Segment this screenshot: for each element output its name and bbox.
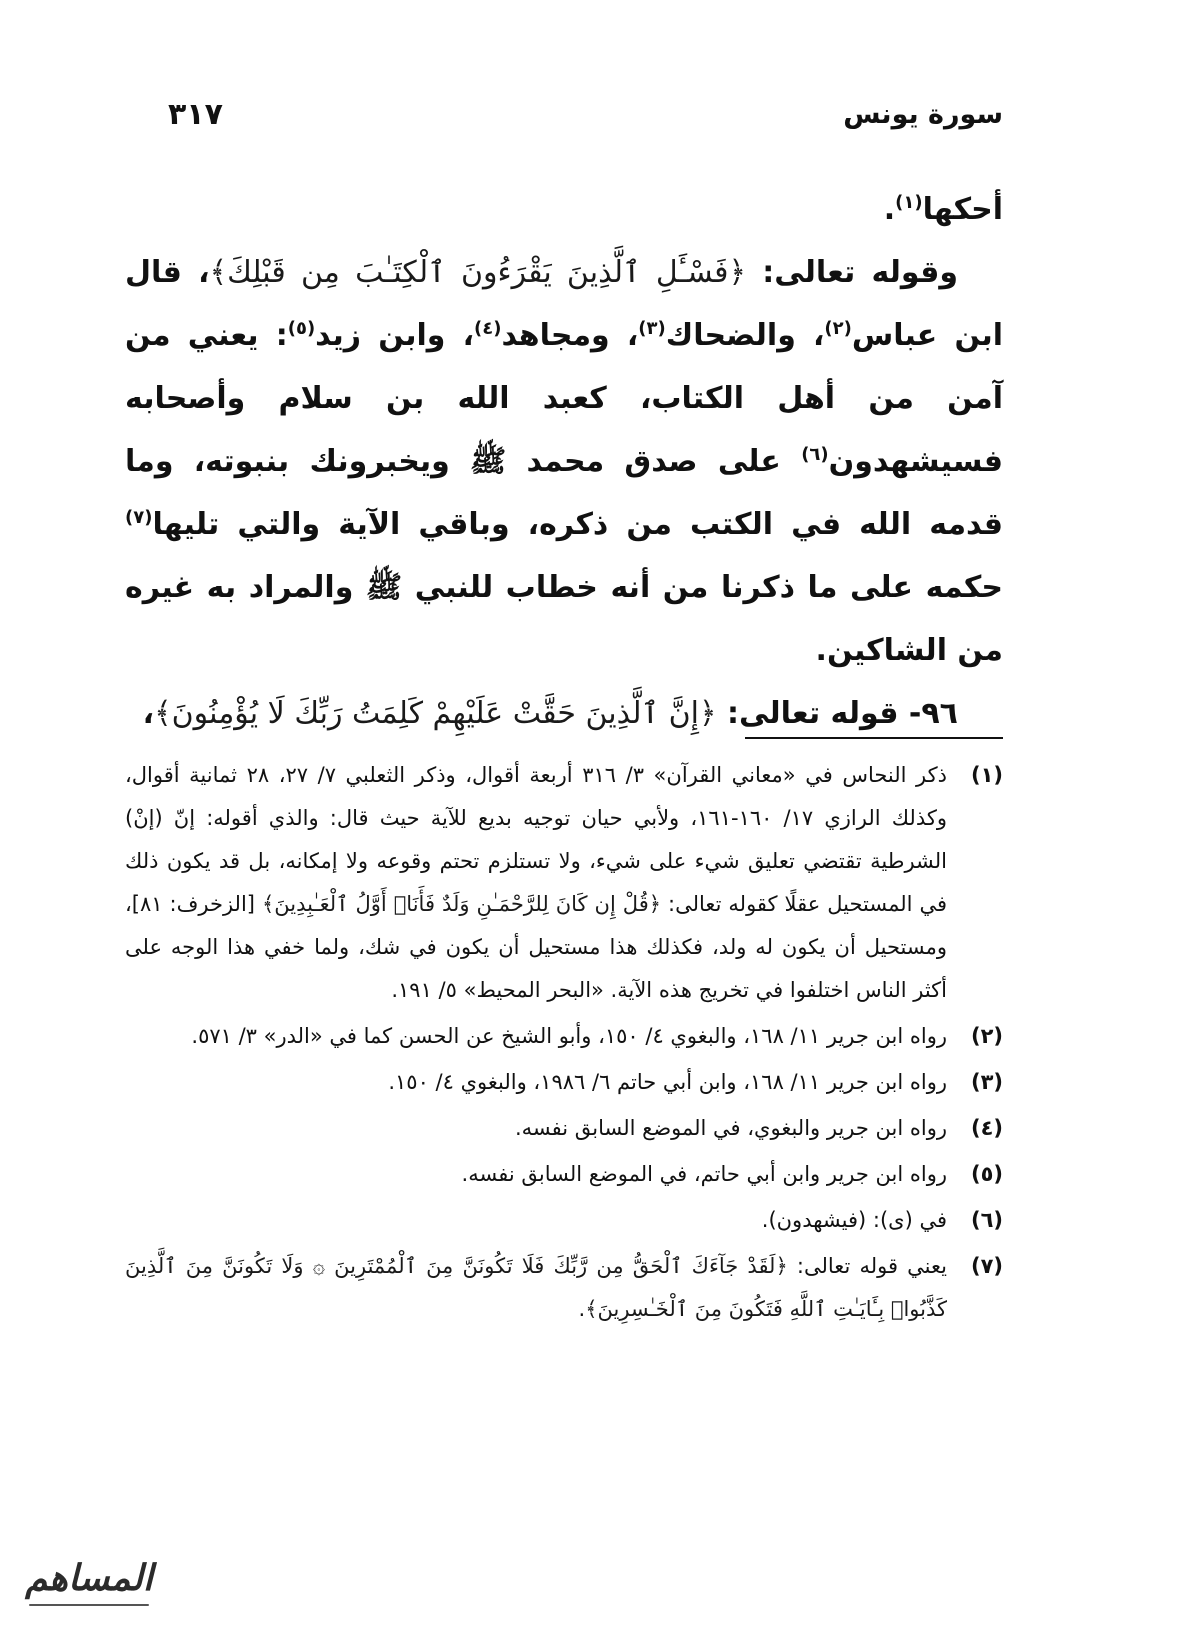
text-run: ٩٦- قوله تعالى: (716, 696, 958, 731)
footnote-ref: (٥) (287, 318, 316, 339)
text-run: رواه ابن جرير والبغوي، في الموضع السابق نفسه. (514, 1116, 947, 1140)
text-run: ، وابن زيد (315, 318, 474, 353)
text-run: في (ى): (فيشهدون). (761, 1208, 947, 1232)
text-run: حكمه على ما ذكرنا من أنه خطاب للنبي ﷺ والمراد به غيره من الشاكين. (125, 570, 1003, 668)
body-paragraph (125, 241, 1003, 682)
text-run: أحكها (922, 192, 1003, 227)
footnote (125, 1061, 1003, 1104)
main-text (125, 178, 1003, 745)
text-run: . (883, 192, 896, 227)
footnote-ref: (٣) (638, 318, 666, 339)
text-run: على صدق محمد ﷺ ويخبرونك بنبوته، وما قدمه الله في الكتب من ذكره، وباقي الآية والتي تليها (125, 444, 1003, 542)
quran-verse: ﴿إِنَّ ٱلَّذِينَ حَقَّتْ عَلَيْهِمْ كَلِمَتُ رَبِّكَ لَا يُؤْمِنُونَ﴾ (154, 696, 717, 731)
footnote-separator (745, 737, 1003, 739)
footnote-text (125, 1245, 947, 1331)
footnote-number: (٤) (970, 1116, 1003, 1140)
text-run: ذكر النحاس في «معاني القرآن» ٣/ ٣١٦ أربعة أقوال، وذكر الثعلبي ٧/ ٢٧، ٢٨ ثمانية أقوال، وكذلك الرازي ١٧/ ١٦٠-١٦١، ولأبي حيان توجيه بديع للآية حيث قال: والذي أقوله: إنّ (إنْ) الشرطية تقتضي تعليق شيء على شيء، ولا تستلزم تحتم وقوعه ولا إمكانه، بل قد يكون ذلك في المستحيل عقلًا كقوله تعالى: (125, 763, 948, 916)
quran-verse: ﴿لَقَدْ جَآءَكَ ٱلْحَقُّ مِن رَّبِّكَ فَلَا تَكُونَنَّ مِنَ ٱلْمُمْتَرِينَ ۞ وَلَا تَكُونَنَّ مِنَ ٱلَّذِينَ كَذَّبُوا۟ بِـَٔايَـٰتِ ٱللَّهِ فَتَكُونَ مِنَ ٱلْخَـٰسِرِينَ﴾ (125, 1254, 947, 1321)
body-paragraph (125, 178, 1003, 241)
body-paragraph (125, 682, 1003, 745)
footnote-text (125, 1015, 947, 1058)
footnote-ref: (٤) (473, 318, 502, 339)
footnote-number: (٥) (970, 1162, 1003, 1186)
surah-title: سورة يونس (843, 98, 1003, 130)
footnote-text (125, 1199, 947, 1242)
text-run: وقوله تعالى: (746, 255, 959, 290)
footnote-number: (١) (970, 763, 1003, 787)
text-run: . (578, 1297, 586, 1321)
text-run: ، قال ابن عباس (125, 255, 1004, 353)
footnote (125, 1153, 1003, 1196)
footnote (125, 754, 1003, 1012)
text-run: يعني قوله تعالى: (787, 1254, 947, 1278)
text-run: رواه ابن جرير وابن أبي حاتم، في الموضع السابق نفسه. (461, 1162, 947, 1186)
footnote (125, 1015, 1003, 1058)
text-run: [الزخرف: ٨١]، ومستحيل أن يكون له ولد، فكذلك هذا مستحيل أن يكون في شك، ولما خفي هذا الوجه على أكثر الناس اختلفوا في تخريج هذه الآية. «البحر المحيط» ٥/ ١٩١. (125, 892, 947, 1002)
footnote-number: (٧) (970, 1254, 1003, 1278)
footnote-ref: (٢) (824, 318, 852, 339)
footnote (125, 1245, 1003, 1331)
footnote-number: (٣) (970, 1070, 1003, 1094)
text-run: ، (142, 696, 155, 731)
footnote-ref: (٦) (801, 444, 829, 465)
quran-verse: ﴿فَسْـَٔلِ ٱلَّذِينَ يَقْرَءُونَ ٱلْكِتَـٰبَ مِن قَبْلِكَ﴾ (209, 255, 747, 290)
text-run: ، والضحاك (665, 318, 825, 353)
footnote-ref: (٧) (125, 507, 153, 528)
logo-flourish (29, 1604, 149, 1606)
footnote (125, 1107, 1003, 1150)
footnote-text (125, 754, 947, 1012)
text-run: رواه ابن جرير ١١/ ١٦٨، والبغوي ٤/ ١٥٠، وأبو الشيخ عن الحسن كما في «الدر» ٣/ ٥٧١. (191, 1024, 947, 1048)
publisher-logo (4, 1552, 174, 1636)
footnote (125, 1199, 1003, 1242)
footnote-number: (٦) (970, 1208, 1003, 1232)
text-run: : يعني من آمن من أهل الكتاب، كعبد الله بن سلام وأصحابه فسيشهدون (125, 318, 1003, 479)
text-run: ، ومجاهد (501, 318, 639, 353)
quran-verse: ﴿قُلْ إِن كَانَ لِلرَّحْمَـٰنِ وَلَدٌ فَأَنَا۠ أَوَّلُ ٱلْعَـٰبِدِينَ﴾ (261, 892, 662, 916)
page-number: ٣١٧ (168, 96, 223, 132)
text-run: رواه ابن جرير ١١/ ١٦٨، وابن أبي حاتم ٦/ ١٩٨٦، والبغوي ٤/ ١٥٠. (388, 1070, 947, 1094)
footnote-text (125, 1153, 947, 1196)
footnote-text (125, 1107, 947, 1150)
footnote-number: (٢) (970, 1024, 1003, 1048)
running-header (168, 92, 1003, 136)
logo-text: المساهم (25, 1557, 153, 1599)
footnote-ref: (١) (895, 192, 923, 213)
footnotes (125, 754, 1003, 1334)
footnote-text (125, 1061, 947, 1104)
